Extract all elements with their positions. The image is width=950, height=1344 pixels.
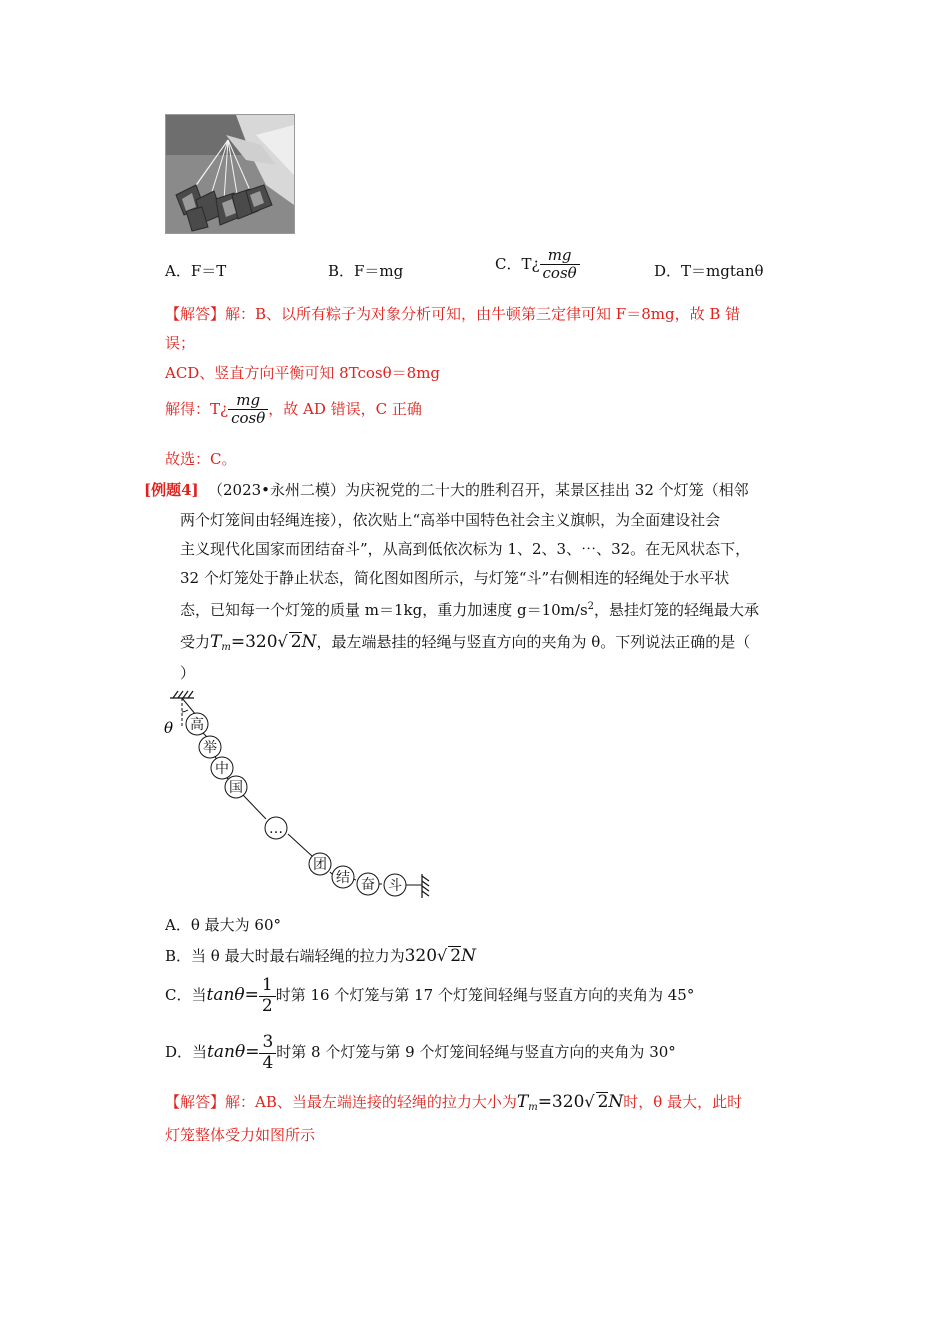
answer-line: 故选：C。	[165, 450, 237, 468]
stem-line: ）	[180, 664, 196, 682]
answer-line: 【解答】解：B、以所有粽子为对象分析可知，由牛顿第三定律可知 F＝8mg，故 B 错	[165, 305, 741, 323]
lantern-label: 举	[203, 740, 217, 756]
answer-line: 误；	[165, 334, 196, 352]
lantern-label: 斗	[388, 878, 402, 894]
lantern-label: …	[269, 821, 283, 837]
lantern-label: 奋	[361, 877, 375, 893]
lantern-label: 中	[215, 761, 229, 777]
option-b: B．当 θ 最大时最右端轻绳的拉力为320√ 2N	[165, 946, 476, 966]
stem-line: （2023•永州二模）为庆祝党的二十大的胜利召开，某景区挂出 32 个灯笼（相邻	[208, 481, 749, 499]
stem-line: 态，已知每一个灯笼的质量 m＝1kg，重力加速度 $g=10m/s^2$，悬挂灯笼的轻绳最大承	[180, 601, 760, 619]
option-c: C．T¿ $\frac{mg}{\cos\theta}$	[495, 247, 580, 283]
lantern-label: 结	[336, 870, 350, 886]
fraction-mg-cos: $\frac{mg}{\cos\theta}$	[228, 392, 268, 428]
option-a: A．F＝T	[165, 262, 227, 280]
option-c: C．当tanθ= $\frac{1}{2}$ 时第 16 个灯笼与第 17 个灯笼间轻绳与竖直方向的夹角为 45°	[165, 975, 695, 1016]
stem-line: 受力$T_m=320√$ 2N，最左端悬挂的轻绳与竖直方向的夹角为 θ。下列说法正确的是（	[180, 632, 751, 653]
fraction-mg-cos: $\frac{mg}{\cos\theta}$	[540, 247, 580, 283]
example-tag: [例题4]	[144, 481, 199, 499]
option-b: B．F＝mg	[328, 262, 404, 280]
option-d: D．当tanθ= $\frac{3}{4}$ 时第 8 个灯笼与第 9 个灯笼间轻绳与竖直方向的夹角为 30°	[165, 1032, 676, 1073]
option-d: D．T＝mgtanθ	[654, 262, 764, 280]
lantern-label: 高	[190, 717, 204, 733]
option-a: A．θ 最大为 60°	[165, 916, 281, 934]
zongzi-photo	[165, 114, 295, 234]
answer-line: 解得：T¿ $\frac{mg}{\cos\theta}$ ，故 AD 错误，C 正确	[165, 391, 422, 428]
theta-label: θ	[164, 719, 174, 737]
lantern-diagram	[160, 688, 440, 907]
stem-line: 32 个灯笼处于静止状态，简化图如图所示，与灯笼“斗”右侧相连的轻绳处于水平状	[180, 569, 730, 587]
lantern-label: 团	[313, 857, 327, 873]
lantern-label: 国	[229, 780, 243, 796]
stem-line: 两个灯笼间由轻绳连接），依次贴上“高举中国特色社会主义旗帜，为全面建设社会	[180, 511, 721, 529]
fraction-three-quarters: $\frac{3}{4}$	[259, 1033, 276, 1073]
fraction-one-half: $\frac{1}{2}$	[259, 976, 276, 1016]
stem-line: 主义现代化国家而团结奋斗”，从高到低依次标为 1、2、3、⋯、32。在无风状态下，	[180, 540, 751, 558]
answer-line: 灯笼整体受力如图所示	[165, 1126, 316, 1144]
answer-line: 【解答】解：AB、当最左端连接的轻绳的拉力大小为$T_m=320√$ 2N时，θ 最大，此时	[165, 1092, 743, 1113]
answer-line: ACD、竖直方向平衡可知 8Tcosθ＝8mg	[165, 364, 441, 382]
